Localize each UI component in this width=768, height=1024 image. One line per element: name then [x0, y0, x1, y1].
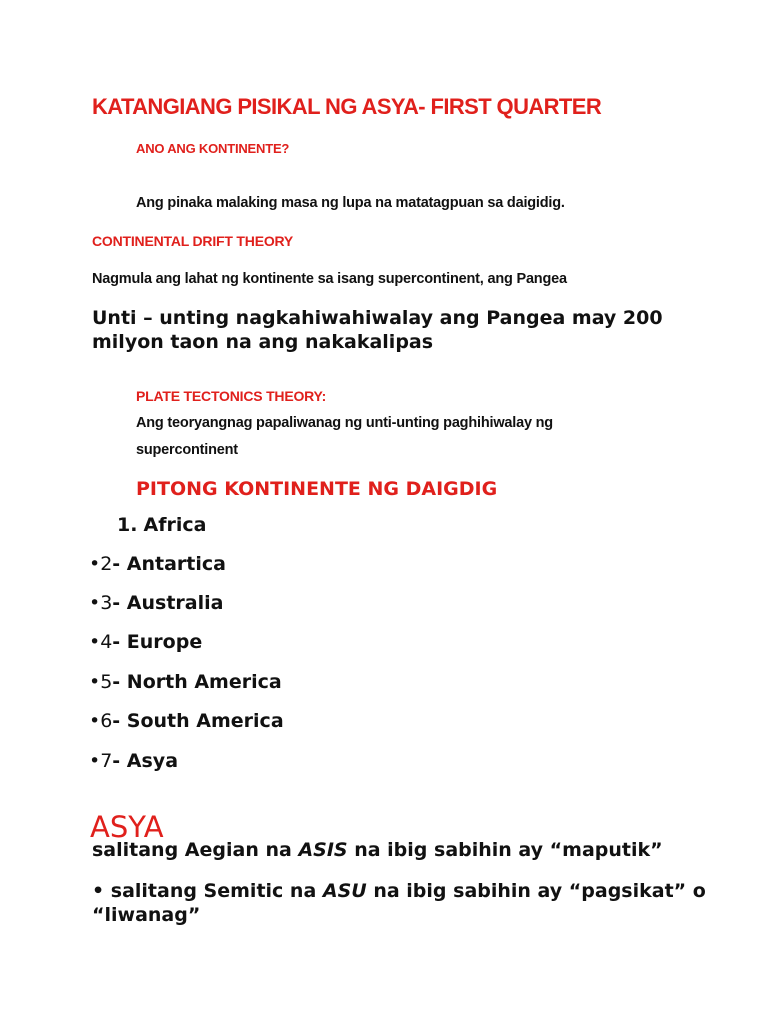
continent-name: - Australia	[112, 592, 224, 614]
continent-number: •7	[89, 750, 113, 772]
continent-number: •2	[89, 553, 113, 575]
continent-number: •5	[89, 671, 113, 693]
pangea-separation-text	[92, 306, 663, 354]
aegian-text-post: na ibig sabihin ay “maputik”	[347, 839, 663, 861]
continent-definition: Ang pinaka malaking masa ng lupa na matatagpuan sa daigidig.	[136, 195, 565, 211]
plate-tectonics-text	[136, 410, 553, 464]
aegian-origin-text	[92, 839, 663, 861]
list-item	[89, 710, 284, 732]
continent-name: - South America	[112, 710, 284, 732]
semitic-line-1	[92, 879, 706, 903]
pangea-line-2: milyon taon na ang nakakalipas	[92, 331, 434, 353]
continent-name: - Asya	[112, 750, 179, 772]
seven-continents-heading: PITONG KONTINENTE NG DAIGDIG	[136, 478, 498, 500]
list-item	[89, 592, 223, 614]
pangea-line-1: Unti – unting nagkahiwahiwalay ang Pangea may 200	[92, 307, 663, 329]
aegian-word: ASIS	[298, 839, 348, 861]
list-item	[89, 553, 226, 575]
continent-name: Africa	[143, 514, 207, 536]
semitic-origin-text	[92, 879, 706, 927]
continent-name: - North America	[112, 671, 282, 693]
continent-name: - Antartica	[112, 553, 226, 575]
list-item	[89, 671, 282, 693]
continent-number: 1.	[117, 514, 138, 536]
document-title: KATANGIANG PISIKAL NG ASYA- FIRST QUARTER	[92, 94, 602, 119]
list-item	[89, 631, 202, 653]
continent-name: - Europe	[112, 631, 203, 653]
list-item	[89, 750, 178, 772]
continent-number: •6	[89, 710, 113, 732]
continent-number: •3	[89, 592, 113, 614]
semitic-line-2: “liwanag”	[92, 904, 201, 926]
continental-drift-heading: CONTINENTAL DRIFT THEORY	[92, 233, 294, 249]
semitic-text-post: na ibig sabihin ay “pagsikat” o	[366, 880, 706, 902]
plate-tectonics-line-1: Ang teoryangnag papaliwanag ng unti-unting paghihiwalay ng	[136, 415, 553, 431]
question-heading: ANO ANG KONTINENTE?	[136, 141, 290, 156]
plate-tectonics-line-2: supercontinent	[136, 442, 238, 458]
aegian-text-pre: salitang Aegian na	[92, 839, 299, 861]
plate-tectonics-heading: PLATE TECTONICS THEORY:	[136, 388, 327, 404]
semitic-word: ASU	[322, 880, 367, 902]
continent-number: •4	[89, 631, 113, 653]
list-item	[117, 514, 206, 536]
continental-drift-text: Nagmula ang lahat ng kontinente sa isang supercontinent, ang Pangea	[92, 271, 567, 287]
semitic-text-pre: • salitang Semitic na	[92, 880, 323, 902]
asya-heading: ASYA	[90, 810, 164, 844]
